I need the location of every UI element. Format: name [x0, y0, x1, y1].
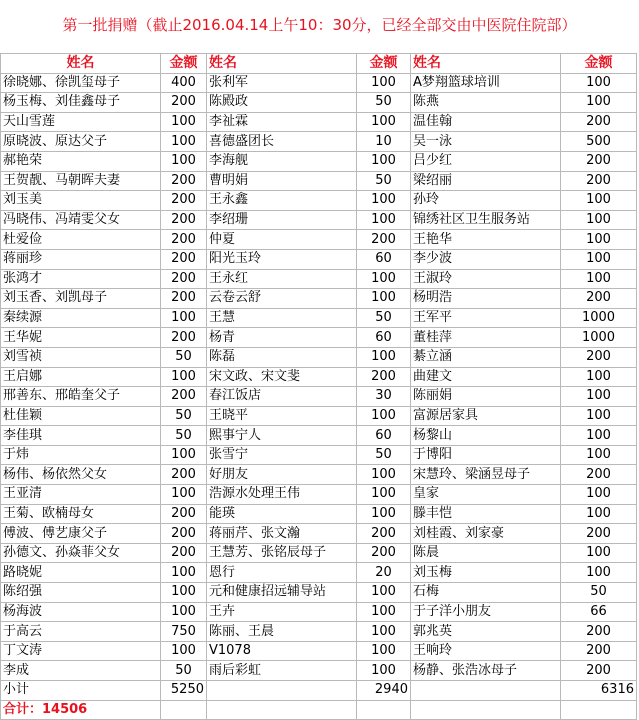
subtotal-col2: 2940	[357, 681, 411, 701]
donation-amount: 200	[161, 465, 207, 485]
donation-amount: 100	[561, 93, 637, 113]
donation-amount: 100	[561, 426, 637, 446]
name-header: 姓名	[1, 54, 161, 74]
donation-amount: 100	[357, 73, 411, 93]
table-row	[1, 622, 637, 642]
empty-cell	[207, 681, 357, 701]
donor-name: 王启娜	[1, 367, 161, 387]
donation-amount: 200	[161, 171, 207, 191]
donation-amount: 100	[357, 465, 411, 485]
donation-amount: 1000	[561, 308, 637, 328]
donation-amount: 100	[357, 347, 411, 367]
donor-name: 邢善东、邢皓奎父子	[1, 387, 161, 407]
donor-name: 雨后彩虹	[207, 661, 357, 681]
donor-name: 董桂萍	[411, 328, 561, 348]
donor-name: 皇家	[411, 485, 561, 505]
table-row	[1, 661, 637, 681]
donor-name: 郭兆英	[411, 622, 561, 642]
donation-amount: 200	[161, 289, 207, 309]
table-row	[1, 426, 637, 446]
donation-amount: 100	[561, 445, 637, 465]
table-row	[1, 602, 637, 622]
donation-amount: 100	[161, 308, 207, 328]
donor-name: 于炜	[1, 445, 161, 465]
table-row	[1, 406, 637, 426]
empty-cell	[411, 681, 561, 701]
donation-amount: 100	[561, 230, 637, 250]
subtotal-col3: 6316	[561, 681, 637, 701]
donor-name: 杨玉梅、刘佳鑫母子	[1, 93, 161, 113]
donor-name: 冯晓伟、冯靖雯父女	[1, 210, 161, 230]
donation-amount: 100	[561, 543, 637, 563]
donation-amount: 200	[561, 661, 637, 681]
name-header: 姓名	[411, 54, 561, 74]
donor-name: A梦翔篮球培训	[411, 73, 561, 93]
donor-name: 熙事宁人	[207, 426, 357, 446]
donation-amount: 200	[161, 249, 207, 269]
donor-name: 春江饭店	[207, 387, 357, 407]
donation-amount: 10	[357, 132, 411, 152]
donation-amount: 100	[161, 563, 207, 583]
grand-total: 合计：14506	[1, 700, 161, 720]
donation-amount: 200	[161, 269, 207, 289]
donor-name: 云卷云舒	[207, 289, 357, 309]
donor-name: 陈丽、王晨	[207, 622, 357, 642]
total-row	[1, 700, 637, 720]
donor-name: 杨伟、杨依然父女	[1, 465, 161, 485]
donor-name: 天山雪莲	[1, 112, 161, 132]
donation-amount: 100	[561, 210, 637, 230]
donor-name: 李绍珊	[207, 210, 357, 230]
donation-amount: 200	[561, 524, 637, 544]
table-row	[1, 210, 637, 230]
donation-amount: 100	[357, 289, 411, 309]
donation-amount: 50	[161, 661, 207, 681]
donation-amount: 200	[561, 171, 637, 191]
table-row	[1, 73, 637, 93]
table-row	[1, 328, 637, 348]
donation-amount: 60	[357, 328, 411, 348]
donation-amount: 750	[161, 622, 207, 642]
donor-name: 张雪宁	[207, 445, 357, 465]
donation-amount: 100	[161, 132, 207, 152]
donor-name: 王贺靓、马朝晖夫妻	[1, 171, 161, 191]
donor-name: 陈殿政	[207, 93, 357, 113]
donation-amount: 200	[357, 367, 411, 387]
donor-name: 陈磊	[207, 347, 357, 367]
donor-name: 杜佳颖	[1, 406, 161, 426]
donation-amount: 100	[561, 367, 637, 387]
donor-name: 王永鑫	[207, 191, 357, 211]
donor-name: 陈燕	[411, 93, 561, 113]
donor-name: 王菊、欧楠母女	[1, 504, 161, 524]
donation-amount: 200	[161, 191, 207, 211]
donation-amount: 100	[357, 406, 411, 426]
donation-amount: 50	[357, 445, 411, 465]
donor-name: 于子洋小朋友	[411, 602, 561, 622]
empty-cell	[207, 700, 357, 720]
empty-cell	[561, 700, 637, 720]
donation-amount: 100	[357, 583, 411, 603]
table-row	[1, 171, 637, 191]
donor-name: 好朋友	[207, 465, 357, 485]
table-row	[1, 151, 637, 171]
donor-name: 李佳琪	[1, 426, 161, 446]
donor-name: 丁文涛	[1, 641, 161, 661]
donor-name: 王晓平	[207, 406, 357, 426]
donation-amount: 50	[161, 406, 207, 426]
donor-name: 锦绣社区卫生服务站	[411, 210, 561, 230]
donor-name: 李少波	[411, 249, 561, 269]
donation-amount: 100	[561, 563, 637, 583]
donor-name: 王军平	[411, 308, 561, 328]
table-row	[1, 112, 637, 132]
donation-amount: 20	[357, 563, 411, 583]
amount-header: 金额	[561, 54, 637, 74]
donor-name: 刘玉美	[1, 191, 161, 211]
donor-name: 滕丰恺	[411, 504, 561, 524]
table-row	[1, 249, 637, 269]
table-row	[1, 445, 637, 465]
donation-amount: 100	[161, 112, 207, 132]
donor-name: 喜德盛团长	[207, 132, 357, 152]
donor-name: 刘玉香、刘凯母子	[1, 289, 161, 309]
donor-name: 恩行	[207, 563, 357, 583]
subtotal-row	[1, 681, 637, 701]
donation-amount: 100	[357, 641, 411, 661]
donor-name: 曲建文	[411, 367, 561, 387]
donation-amount: 400	[161, 73, 207, 93]
donation-amount: 100	[357, 622, 411, 642]
donation-amount: 100	[161, 485, 207, 505]
table-row	[1, 524, 637, 544]
donation-amount: 100	[561, 504, 637, 524]
donor-name: 孙德文、孙焱菲父女	[1, 543, 161, 563]
table-row	[1, 289, 637, 309]
donation-amount: 100	[357, 112, 411, 132]
donor-name: 原晓波、原达父子	[1, 132, 161, 152]
donor-name: 刘雪祯	[1, 347, 161, 367]
donor-name: 刘玉梅	[411, 563, 561, 583]
donor-name: 杨明浩	[411, 289, 561, 309]
amount-header: 金额	[357, 54, 411, 74]
donation-amount: 60	[357, 249, 411, 269]
donor-name: 徐晓娜、徐凯玺母子	[1, 73, 161, 93]
table-row	[1, 230, 637, 250]
donation-amount: 100	[357, 151, 411, 171]
donation-amount: 60	[357, 426, 411, 446]
table-row	[1, 93, 637, 113]
empty-cell	[357, 700, 411, 720]
donation-amount: 100	[161, 583, 207, 603]
donation-amount: 200	[161, 328, 207, 348]
donation-amount: 200	[561, 151, 637, 171]
donor-name: 王亚清	[1, 485, 161, 505]
donor-name: 王慧	[207, 308, 357, 328]
donation-amount: 30	[357, 387, 411, 407]
donation-amount: 50	[357, 308, 411, 328]
donation-amount: 100	[561, 485, 637, 505]
donor-name: 蒋丽芹、张文瀚	[207, 524, 357, 544]
donor-name: 王华妮	[1, 328, 161, 348]
donation-amount: 200	[561, 465, 637, 485]
donation-amount: 500	[561, 132, 637, 152]
donation-amount: 200	[161, 210, 207, 230]
donor-name: 曹明娟	[207, 171, 357, 191]
donor-name: 张鸿才	[1, 269, 161, 289]
donation-amount: 200	[357, 543, 411, 563]
donor-name: 宋文政、宋文斐	[207, 367, 357, 387]
donor-name: 于高云	[1, 622, 161, 642]
donor-name: 富源居家具	[411, 406, 561, 426]
donation-amount: 200	[161, 93, 207, 113]
table-row	[1, 269, 637, 289]
donation-amount: 100	[357, 602, 411, 622]
donor-name: 陈绍强	[1, 583, 161, 603]
donation-amount: 100	[561, 249, 637, 269]
donation-amount: 200	[161, 524, 207, 544]
donor-name: V1078	[207, 641, 357, 661]
donation-amount: 50	[561, 583, 637, 603]
donor-name: 杨青	[207, 328, 357, 348]
donor-name: 杜爱俭	[1, 230, 161, 250]
donor-name: 浩源水处理王伟	[207, 485, 357, 505]
table-row	[1, 465, 637, 485]
donation-amount: 100	[161, 367, 207, 387]
donation-amount: 100	[561, 191, 637, 211]
donor-name: 陈晨	[411, 543, 561, 563]
donor-name: 王淑玲	[411, 269, 561, 289]
empty-cell	[411, 700, 561, 720]
donor-name: 陈丽娟	[411, 387, 561, 407]
donation-amount: 100	[357, 191, 411, 211]
table-row	[1, 563, 637, 583]
donation-amount: 50	[161, 426, 207, 446]
donor-name: 杨黎山	[411, 426, 561, 446]
donor-name: 王卉	[207, 602, 357, 622]
donor-name: 王永红	[207, 269, 357, 289]
donor-name: 孙玲	[411, 191, 561, 211]
donor-name: 吕少红	[411, 151, 561, 171]
subtotal-col1: 5250	[161, 681, 207, 701]
donation-amount: 200	[161, 387, 207, 407]
donor-name: 能瑛	[207, 504, 357, 524]
donor-name: 秦续源	[1, 308, 161, 328]
donor-name: 王艳华	[411, 230, 561, 250]
donor-name: 王慧芳、张铭辰母子	[207, 543, 357, 563]
table-row	[1, 583, 637, 603]
donor-name: 杨海波	[1, 602, 161, 622]
table-row	[1, 387, 637, 407]
donor-name: 梁绍丽	[411, 171, 561, 191]
table-row	[1, 367, 637, 387]
donation-table	[0, 53, 637, 720]
donation-amount: 100	[561, 387, 637, 407]
table-row	[1, 543, 637, 563]
donor-name: 于博阳	[411, 445, 561, 465]
donation-amount: 200	[161, 504, 207, 524]
donor-name: 路晓妮	[1, 563, 161, 583]
donation-amount: 50	[357, 93, 411, 113]
donor-name: 杨静、张浩冰母子	[411, 661, 561, 681]
table-row	[1, 132, 637, 152]
donation-amount: 100	[161, 445, 207, 465]
donation-amount: 100	[357, 661, 411, 681]
donation-amount: 100	[561, 406, 637, 426]
donation-amount: 66	[561, 602, 637, 622]
donation-amount: 1000	[561, 328, 637, 348]
donation-amount: 100	[357, 269, 411, 289]
donor-name: 张利军	[207, 73, 357, 93]
donor-name: 李成	[1, 661, 161, 681]
donation-amount: 200	[161, 543, 207, 563]
table-row	[1, 308, 637, 328]
donor-name: 刘桂霞、刘家豪	[411, 524, 561, 544]
donor-name: 阳光玉玲	[207, 249, 357, 269]
donor-name: 王响玲	[411, 641, 561, 661]
donor-name: 仲夏	[207, 230, 357, 250]
table-row	[1, 347, 637, 367]
table-row	[1, 641, 637, 661]
donor-name: 傅波、傅艺康父子	[1, 524, 161, 544]
empty-cell	[161, 700, 207, 720]
donation-amount: 100	[357, 504, 411, 524]
donor-name: 元和健康招远辅导站	[207, 583, 357, 603]
donation-amount: 200	[561, 641, 637, 661]
header-row	[1, 54, 637, 74]
donation-amount: 200	[357, 230, 411, 250]
donation-amount: 100	[561, 73, 637, 93]
donation-amount: 200	[561, 289, 637, 309]
donation-amount: 200	[161, 230, 207, 250]
donor-name: 蒋丽珍	[1, 249, 161, 269]
donation-amount: 200	[561, 347, 637, 367]
donation-amount: 100	[161, 641, 207, 661]
donor-name: 李海舰	[207, 151, 357, 171]
donation-amount: 100	[561, 269, 637, 289]
table-row	[1, 485, 637, 505]
donation-amount: 100	[161, 602, 207, 622]
donation-amount: 100	[357, 485, 411, 505]
page-title: 第一批捐赠（截止2016.04.14上午10：30分，已经全部交由中医院住院部）	[62, 16, 577, 34]
table-row	[1, 504, 637, 524]
amount-header: 金额	[161, 54, 207, 74]
donor-name: 吴一泳	[411, 132, 561, 152]
donor-name: 李祉霖	[207, 112, 357, 132]
donation-amount: 50	[357, 171, 411, 191]
donation-amount: 100	[357, 210, 411, 230]
name-header: 姓名	[207, 54, 357, 74]
donation-amount: 200	[357, 524, 411, 544]
donation-amount: 50	[161, 347, 207, 367]
donor-name: 宋慧玲、梁涵昱母子	[411, 465, 561, 485]
donor-name: 綦立涵	[411, 347, 561, 367]
donor-name: 石梅	[411, 583, 561, 603]
donation-amount: 200	[561, 622, 637, 642]
donor-name: 郝艳荣	[1, 151, 161, 171]
donation-amount: 100	[161, 151, 207, 171]
subtotal-label: 小计	[1, 681, 161, 701]
donor-name: 温佳翰	[411, 112, 561, 132]
table-row	[1, 191, 637, 211]
donation-amount: 200	[561, 112, 637, 132]
